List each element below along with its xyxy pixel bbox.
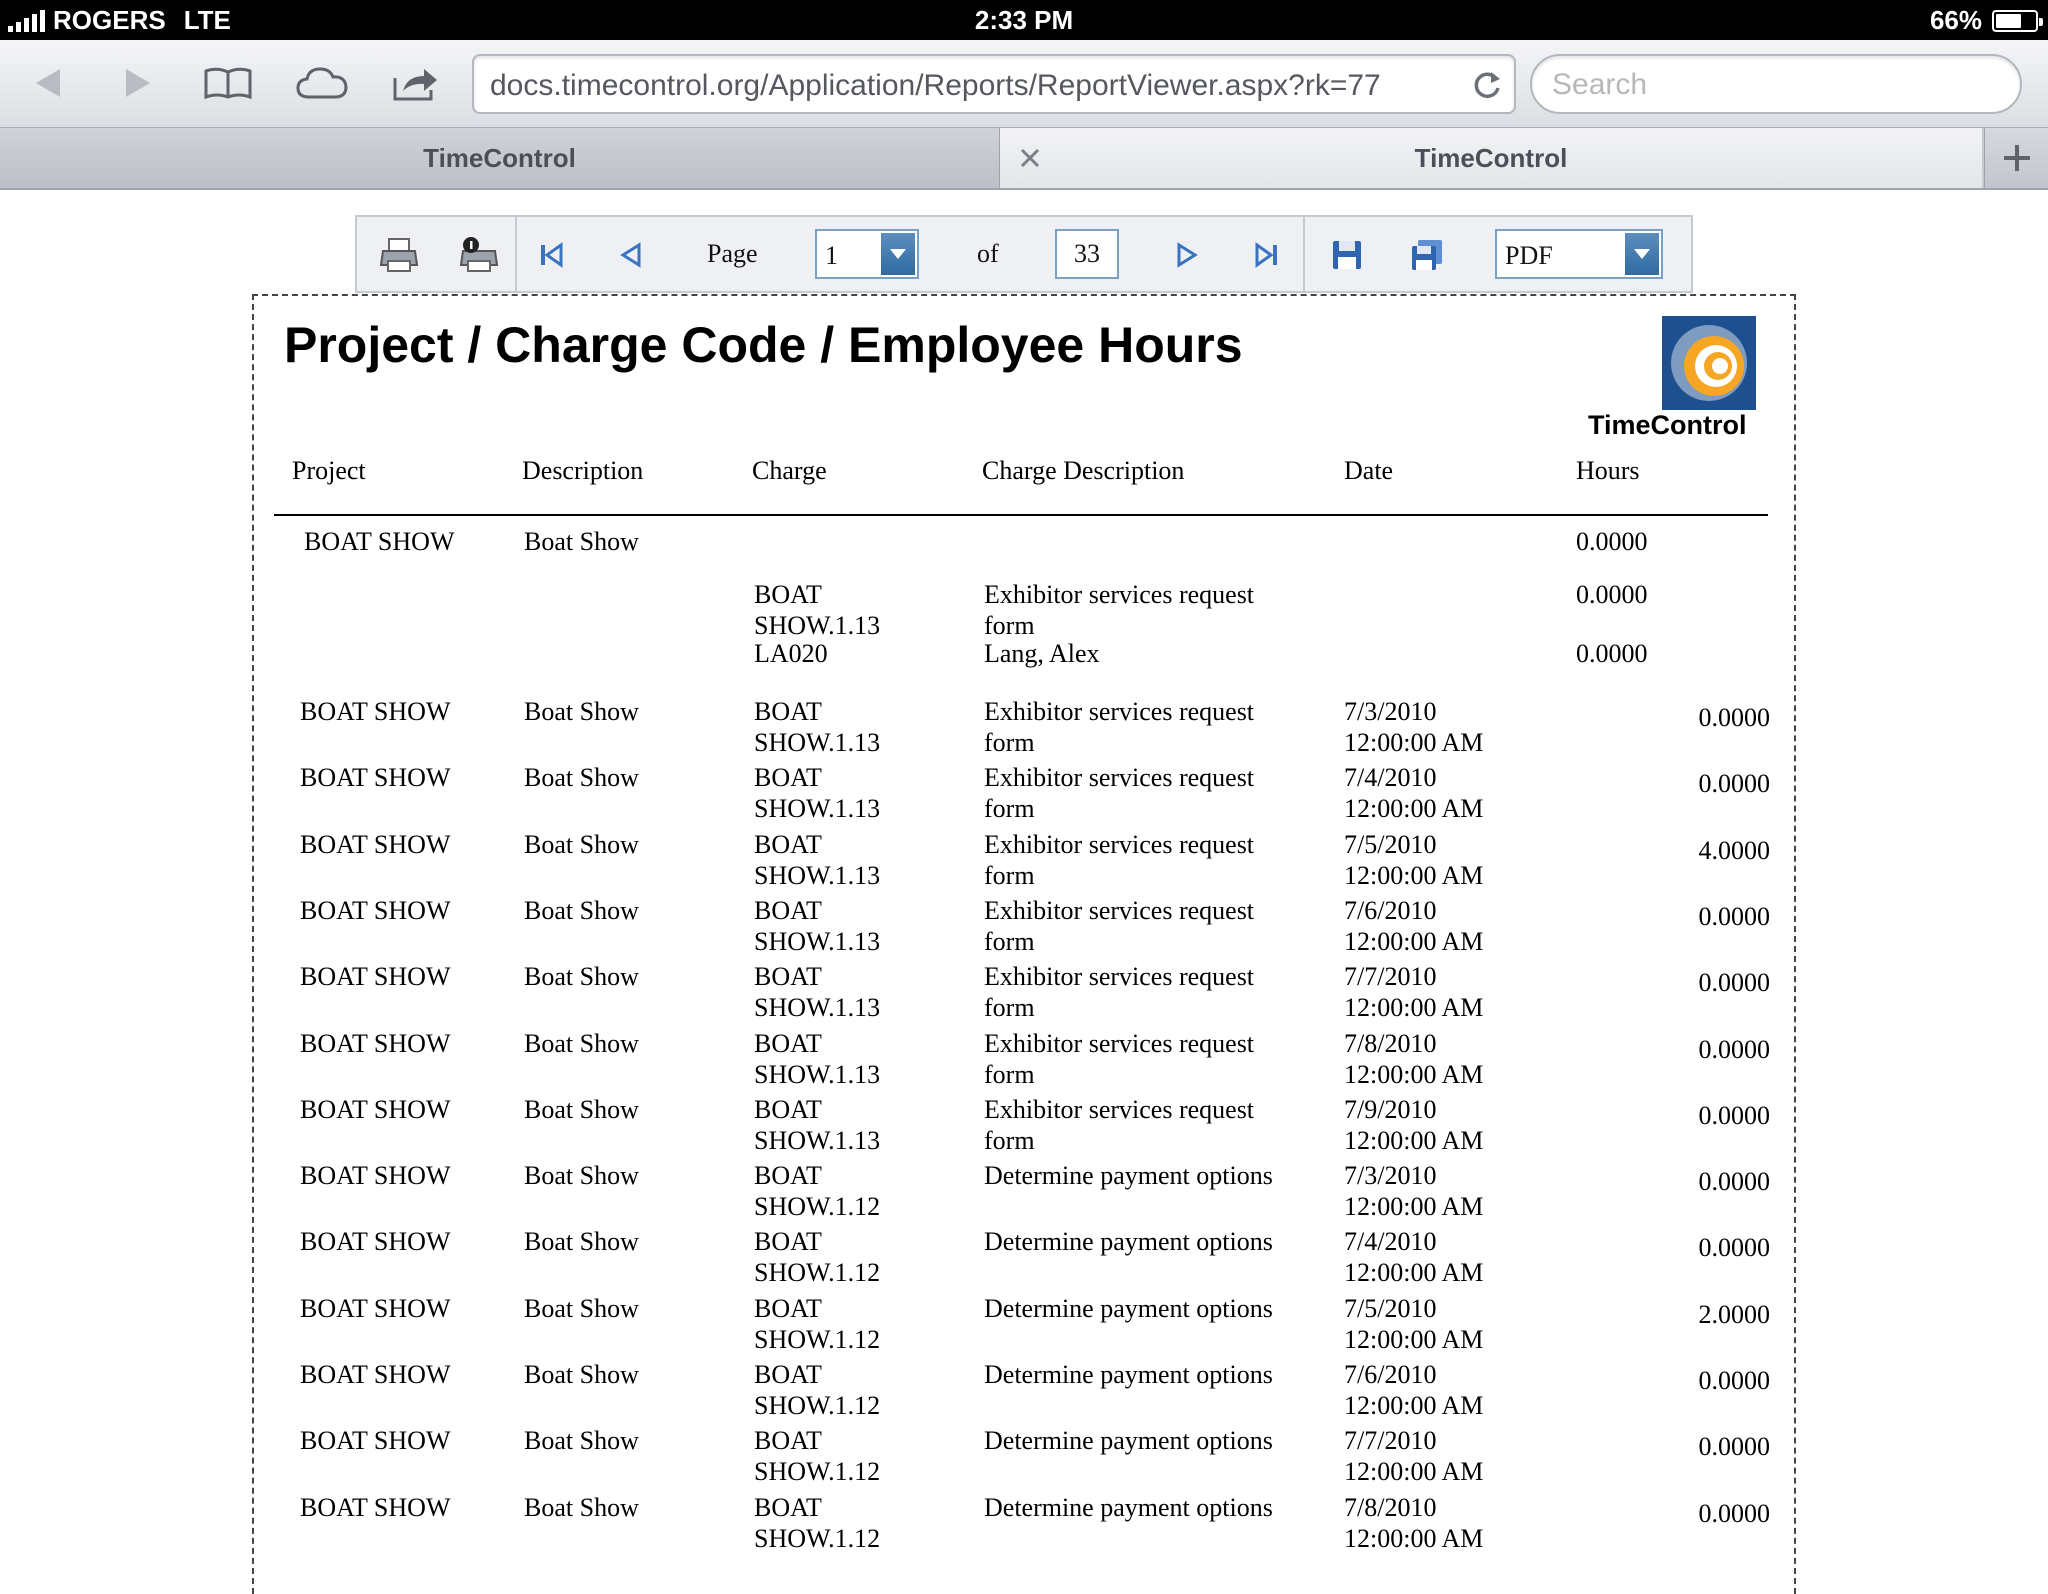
row-project: BOAT SHOW xyxy=(300,1227,451,1256)
plus-icon xyxy=(2002,143,2032,173)
row-date: 12:00:00 AM xyxy=(1344,993,1484,1022)
row-hours: 0.0000 xyxy=(1698,1499,1770,1528)
row-project: BOAT SHOW xyxy=(300,1095,451,1124)
column-header-project: Project xyxy=(292,456,366,485)
row-description: Boat Show xyxy=(524,1095,639,1124)
row-description: Boat Show xyxy=(524,896,639,925)
row-charge-description: Determine payment options xyxy=(984,1227,1273,1256)
battery-percent: 66% xyxy=(1929,5,1982,35)
print-icon[interactable] xyxy=(377,233,421,277)
row-charge: SHOW.1.12 xyxy=(754,1391,881,1420)
row-description: Boat Show xyxy=(524,1493,639,1522)
save-all-icon[interactable] xyxy=(1405,233,1449,277)
battery-icon xyxy=(1992,10,2038,32)
row-charge: BOAT xyxy=(754,1161,822,1190)
row-description: Boat Show xyxy=(524,1294,639,1323)
close-tab-icon[interactable] xyxy=(1012,140,1048,176)
summary-charge: SHOW.1.13 xyxy=(754,611,881,640)
row-charge-description: Exhibitor services request xyxy=(984,896,1255,925)
row-project: BOAT SHOW xyxy=(300,1161,451,1190)
row-date: 12:00:00 AM xyxy=(1344,1126,1484,1155)
row-date: 12:00:00 AM xyxy=(1344,1524,1484,1553)
search-field[interactable] xyxy=(1530,54,2022,114)
print-setup-icon[interactable] xyxy=(457,233,501,277)
row-charge: SHOW.1.13 xyxy=(754,728,881,757)
row-date: 12:00:00 AM xyxy=(1344,1325,1484,1354)
row-description: Boat Show xyxy=(524,962,639,991)
tab-1-title: TimeControl xyxy=(423,142,576,173)
row-hours: 0.0000 xyxy=(1698,769,1770,798)
row-hours: 0.0000 xyxy=(1698,1233,1770,1262)
row-project: BOAT SHOW xyxy=(300,896,451,925)
row-charge: SHOW.1.12 xyxy=(754,1457,881,1486)
chevron-down-icon xyxy=(1625,233,1659,275)
row-date: 7/7/2010 xyxy=(1344,962,1437,991)
row-date: 7/3/2010 xyxy=(1344,1161,1437,1190)
export-format-select[interactable] xyxy=(1495,229,1663,279)
url-field[interactable] xyxy=(472,54,1516,114)
row-description: Boat Show xyxy=(524,830,639,859)
row-charge-description: form xyxy=(984,728,1035,757)
battery-level xyxy=(1996,14,2021,28)
report-viewer-toolbar xyxy=(355,215,1693,293)
row-charge: BOAT xyxy=(754,1029,822,1058)
row-project: BOAT SHOW xyxy=(300,1294,451,1323)
row-hours: 0.0000 xyxy=(1698,1432,1770,1461)
row-project: BOAT SHOW xyxy=(300,763,451,792)
row-charge-description: form xyxy=(984,927,1035,956)
tab-2[interactable] xyxy=(1000,128,1982,188)
row-description: Boat Show xyxy=(524,1161,639,1190)
row-charge: SHOW.1.13 xyxy=(754,927,881,956)
page-select-value: 1 xyxy=(825,241,838,270)
row-charge-description: form xyxy=(984,1126,1035,1155)
summary-hours: 0.0000 xyxy=(1576,527,1648,556)
row-date: 12:00:00 AM xyxy=(1344,728,1484,757)
reload-icon[interactable] xyxy=(1470,68,1504,107)
network-type: LTE xyxy=(183,5,231,35)
row-description: Boat Show xyxy=(524,1426,639,1455)
status-bar xyxy=(0,0,2048,40)
column-header-hours: Hours xyxy=(1576,456,1640,485)
row-charge-description: Determine payment options xyxy=(984,1360,1273,1389)
row-date: 7/7/2010 xyxy=(1344,1426,1437,1455)
row-charge-description: Determine payment options xyxy=(984,1426,1273,1455)
row-charge-description: Determine payment options xyxy=(984,1161,1273,1190)
row-description: Boat Show xyxy=(524,1360,639,1389)
row-charge-description: form xyxy=(984,993,1035,1022)
row-date: 7/9/2010 xyxy=(1344,1095,1437,1124)
of-label: of xyxy=(977,239,999,268)
row-charge-description: form xyxy=(984,861,1035,890)
row-charge: BOAT xyxy=(754,1493,822,1522)
row-date: 7/4/2010 xyxy=(1344,763,1437,792)
row-hours: 0.0000 xyxy=(1698,1101,1770,1130)
carrier-name: ROGERS xyxy=(53,5,166,35)
row-date: 7/6/2010 xyxy=(1344,896,1437,925)
row-hours: 4.0000 xyxy=(1698,836,1770,865)
page-label: Page xyxy=(707,239,758,268)
row-hours: 0.0000 xyxy=(1698,1366,1770,1395)
summary-employee-hours: 0.0000 xyxy=(1576,639,1648,668)
row-charge-description: Exhibitor services request xyxy=(984,830,1255,859)
row-date: 7/3/2010 xyxy=(1344,697,1437,726)
row-date: 7/6/2010 xyxy=(1344,1360,1437,1389)
row-date: 7/8/2010 xyxy=(1344,1029,1437,1058)
first-page-icon[interactable] xyxy=(529,233,573,277)
page-count: 33 xyxy=(1055,229,1119,279)
next-page-icon[interactable] xyxy=(1165,233,1209,277)
tab-1[interactable] xyxy=(0,128,1000,188)
status-time: 2:33 PM xyxy=(974,5,1074,35)
row-hours: 0.0000 xyxy=(1698,1167,1770,1196)
row-date: 12:00:00 AM xyxy=(1344,1457,1484,1486)
report-page xyxy=(252,294,1796,1594)
summary-charge-hours: 0.0000 xyxy=(1576,580,1648,609)
row-charge: SHOW.1.13 xyxy=(754,1126,881,1155)
share-icon[interactable] xyxy=(386,56,446,110)
row-project: BOAT SHOW xyxy=(300,962,451,991)
browser-toolbar xyxy=(0,40,2048,128)
forward-icon[interactable] xyxy=(108,56,168,110)
summary-charge-description: form xyxy=(984,611,1035,640)
row-date: 7/8/2010 xyxy=(1344,1493,1437,1522)
row-charge: SHOW.1.12 xyxy=(754,1258,881,1287)
header-divider xyxy=(274,514,1768,516)
row-date: 12:00:00 AM xyxy=(1344,794,1484,823)
chevron-down-icon xyxy=(881,233,915,275)
row-charge: BOAT xyxy=(754,1294,822,1323)
row-charge-description: Determine payment options xyxy=(984,1493,1273,1522)
bookmarks-icon[interactable] xyxy=(198,56,258,110)
row-date: 12:00:00 AM xyxy=(1344,861,1484,890)
row-charge: SHOW.1.12 xyxy=(754,1192,881,1221)
tab-2-title: TimeControl xyxy=(1414,142,1568,173)
row-project: BOAT SHOW xyxy=(300,830,451,859)
row-date: 7/5/2010 xyxy=(1344,1294,1437,1323)
row-charge: SHOW.1.13 xyxy=(754,1060,881,1089)
row-date: 12:00:00 AM xyxy=(1344,927,1484,956)
summary-employee-code: LA020 xyxy=(754,639,828,668)
summary-charge: BOAT xyxy=(754,580,822,609)
row-charge-description: Exhibitor services request xyxy=(984,1029,1255,1058)
row-charge: SHOW.1.13 xyxy=(754,861,881,890)
row-charge-description: Determine payment options xyxy=(984,1294,1273,1323)
row-charge: BOAT xyxy=(754,763,822,792)
row-charge: SHOW.1.13 xyxy=(754,794,881,823)
previous-page-icon[interactable] xyxy=(609,233,653,277)
row-date: 7/4/2010 xyxy=(1344,1227,1437,1256)
row-date: 12:00:00 AM xyxy=(1344,1391,1484,1420)
report-title: Project / Charge Code / Employee Hours xyxy=(284,317,1243,373)
url-text: docs.timecontrol.org/Application/Reports/ReportViewer.aspx?rk=77 xyxy=(490,69,1381,102)
timecontrol-logo xyxy=(1662,316,1756,410)
row-project: BOAT SHOW xyxy=(300,697,451,726)
row-project: BOAT SHOW xyxy=(300,1360,451,1389)
search-input[interactable] xyxy=(1552,66,2002,104)
row-date: 12:00:00 AM xyxy=(1344,1192,1484,1221)
summary-project: BOAT SHOW xyxy=(304,527,455,556)
row-charge: BOAT xyxy=(754,1426,822,1455)
logo-text: TimeControl xyxy=(1588,410,1747,440)
row-hours: 0.0000 xyxy=(1698,902,1770,931)
row-charge-description: Exhibitor services request xyxy=(984,962,1255,991)
row-date: 7/5/2010 xyxy=(1344,830,1437,859)
column-header-charge: Charge xyxy=(752,456,827,485)
row-date: 12:00:00 AM xyxy=(1344,1060,1484,1089)
row-hours: 0.0000 xyxy=(1698,968,1770,997)
row-charge-description: Exhibitor services request xyxy=(984,763,1255,792)
column-header-description: Description xyxy=(522,456,644,485)
row-description: Boat Show xyxy=(524,1029,639,1058)
row-charge: BOAT xyxy=(754,1095,822,1124)
row-hours: 0.0000 xyxy=(1698,703,1770,732)
row-charge-description: Exhibitor services request xyxy=(984,1095,1255,1124)
row-charge: BOAT xyxy=(754,697,822,726)
export-format-value: PDF xyxy=(1505,241,1553,270)
row-project: BOAT SHOW xyxy=(300,1426,451,1455)
save-icon[interactable] xyxy=(1325,233,1369,277)
page-select[interactable] xyxy=(815,229,919,279)
row-description: Boat Show xyxy=(524,1227,639,1256)
row-charge-description: form xyxy=(984,1060,1035,1089)
row-date: 12:00:00 AM xyxy=(1344,1258,1484,1287)
row-charge: SHOW.1.12 xyxy=(754,1524,881,1553)
row-charge: BOAT xyxy=(754,896,822,925)
battery-info xyxy=(1930,5,2038,36)
row-charge-description: form xyxy=(984,794,1035,823)
last-page-icon[interactable] xyxy=(1245,233,1289,277)
row-charge: BOAT xyxy=(754,1227,822,1256)
new-tab-button[interactable] xyxy=(1984,128,2048,188)
row-description: Boat Show xyxy=(524,763,639,792)
tab-bar xyxy=(0,128,2048,190)
row-charge: SHOW.1.12 xyxy=(754,1325,881,1354)
column-header-date: Date xyxy=(1344,456,1394,485)
icloud-tabs-icon[interactable] xyxy=(292,56,352,110)
row-charge: SHOW.1.13 xyxy=(754,993,881,1022)
row-project: BOAT SHOW xyxy=(300,1029,451,1058)
row-hours: 2.0000 xyxy=(1698,1300,1770,1329)
summary-description: Boat Show xyxy=(524,527,639,556)
row-hours: 0.0000 xyxy=(1698,1035,1770,1064)
column-header-charge-description: Charge Description xyxy=(982,456,1185,485)
row-charge: BOAT xyxy=(754,830,822,859)
row-description: Boat Show xyxy=(524,697,639,726)
row-charge-description: Exhibitor services request xyxy=(984,697,1255,726)
back-icon[interactable] xyxy=(18,56,78,110)
summary-employee-name: Lang, Alex xyxy=(984,639,1100,668)
summary-charge-description: Exhibitor services request xyxy=(984,580,1255,609)
row-charge: BOAT xyxy=(754,1360,822,1389)
row-charge: BOAT xyxy=(754,962,822,991)
row-project: BOAT SHOW xyxy=(300,1493,451,1522)
